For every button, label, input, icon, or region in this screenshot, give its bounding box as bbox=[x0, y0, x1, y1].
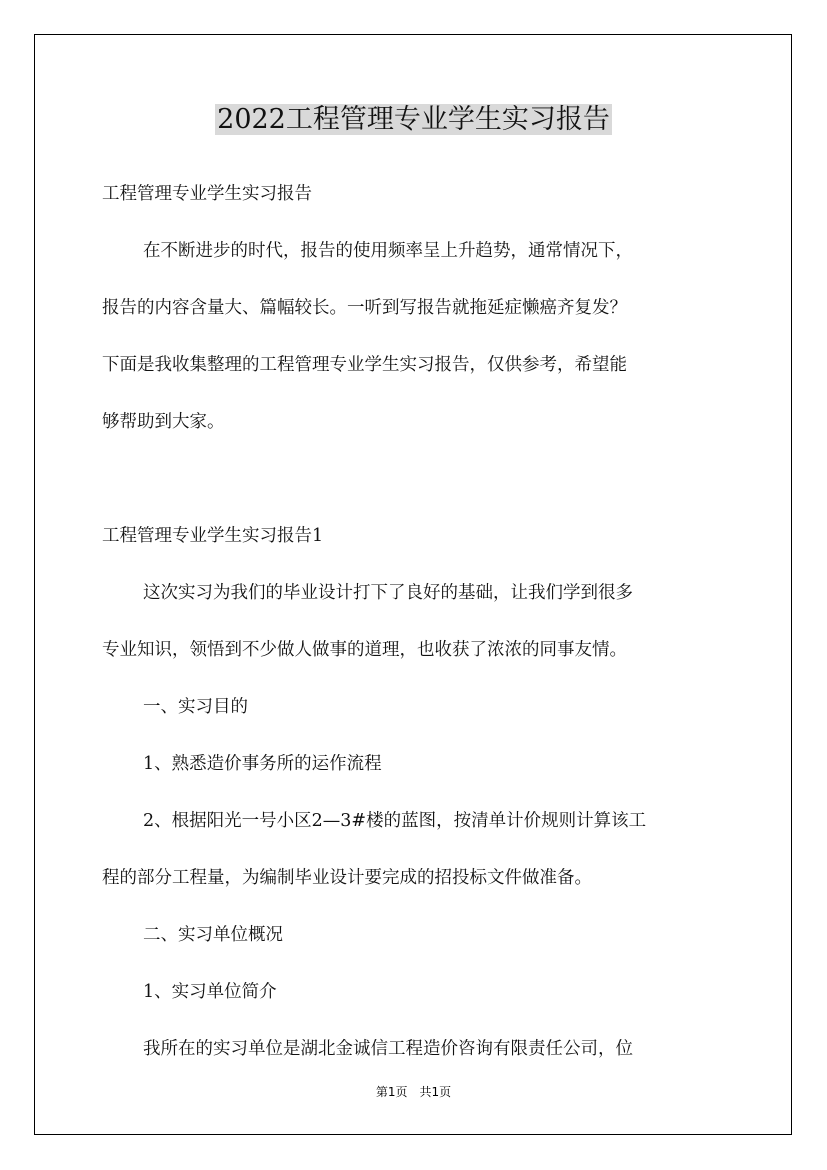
page-footer bbox=[0, 1083, 827, 1100]
heading-unit-overview: 二、实习单位概况 bbox=[143, 925, 283, 945]
document-subtitle: 工程管理专业学生实习报告 bbox=[102, 184, 312, 204]
purpose-item-1: 1、熟悉造价事务所的运作流程 bbox=[143, 754, 382, 774]
document-title bbox=[0, 100, 827, 140]
purpose-item-2-line-2: 程的部分工程量，为编制毕业设计要完成的招投标文件做准备。 bbox=[102, 868, 592, 888]
intro-line-2: 报告的内容含量大、篇幅较长。一听到写报告就拖延症懒癌齐复发？ bbox=[102, 298, 627, 318]
section-1-para-line-2: 专业知识，领悟到不少做人做事的道理，也收获了浓浓的同事友情。 bbox=[102, 640, 627, 660]
heading-purpose: 一、实习目的 bbox=[143, 697, 248, 717]
document-body bbox=[102, 166, 728, 1078]
unit-para-line-1: 我所在的实习单位是湖北金诚信工程造价咨询有限责任公司，位 bbox=[143, 1039, 633, 1059]
document-title-text: 2022工程管理专业学生实习报告 bbox=[217, 104, 610, 135]
paragraph-gap bbox=[102, 451, 728, 508]
section-1-heading: 工程管理专业学生实习报告1 bbox=[102, 526, 324, 546]
intro-line-4: 够帮助到大家。 bbox=[102, 412, 225, 432]
intro-line-3: 下面是我收集整理的工程管理专业学生实习报告，仅供参考，希望能 bbox=[102, 355, 627, 375]
page-number: 第1页 共1页 bbox=[375, 1085, 452, 1099]
unit-item-1: 1、实习单位简介 bbox=[143, 982, 277, 1002]
purpose-item-2-line-1: 2、根据阳光一号小区2—3#楼的蓝图，按清单计价规则计算该工 bbox=[143, 811, 647, 831]
intro-line-1: 在不断进步的时代，报告的使用频率呈上升趋势，通常情况下， bbox=[143, 241, 633, 261]
section-1-para-line-1: 这次实习为我们的毕业设计打下了良好的基础，让我们学到很多 bbox=[143, 583, 633, 603]
